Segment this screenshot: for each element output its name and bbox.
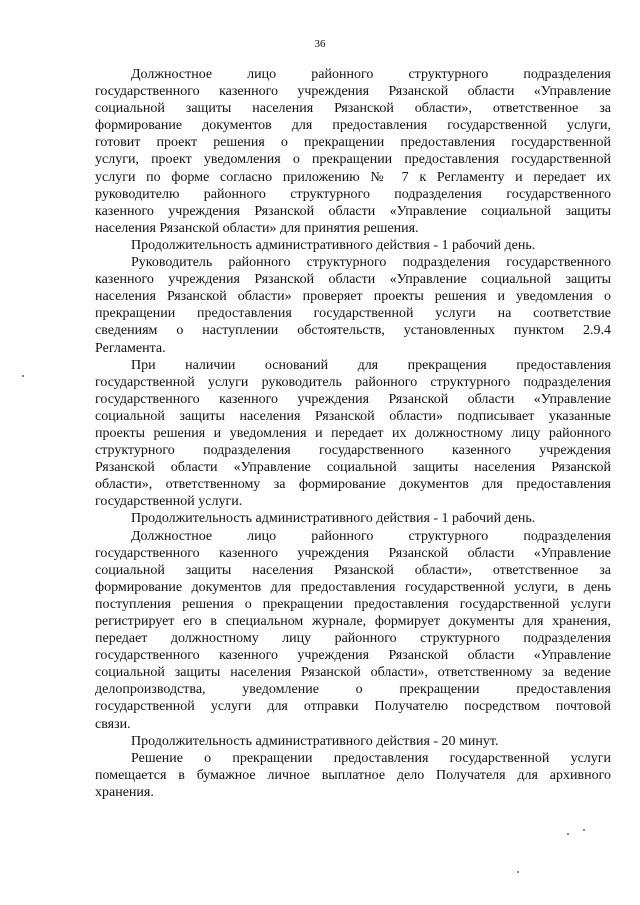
page-number: 36 [314,38,326,50]
paragraph-decision-archived [95,750,611,801]
text-line: государственного казенного учреждения Рязанской области «Управление [95,545,611,561]
text-line: населения Рязанской области» проверяет проекты решения и уведомления о [95,289,611,305]
text-line: населения Рязанской области» для принятия решения. [95,220,419,236]
text-line: государственной услуги. [95,494,243,510]
scan-speck [517,871,519,873]
text-line: хранения. [95,784,154,800]
text-line: передает должностному лицу районного структурного подразделения [95,631,611,647]
text-line: формирование документов для предоставления государственной услуги, в день [95,579,611,595]
text-line: Должностное лицо районного структурного подразделения [131,528,611,544]
text-line: Продолжительность административного действия - 20 минут. [131,733,499,749]
text-line: структурного подразделения государственного казенного учреждения [95,443,611,459]
text-line: услуги по форме согласно приложению № 7 к Регламенту и передает их [95,169,611,185]
scan-speck [567,833,569,835]
paragraph-duration-20-min [95,733,611,750]
text-line: области», ответственному за формирование документов для предоставления [95,477,611,493]
text-line: регистрирует его в специальном журнале, формирует документы для хранения, [95,614,611,629]
text-line: Рязанской области «Управление социальной защиты населения Рязанской [95,460,611,476]
text-line: готовит проект решения о прекращении предоставления государственной [95,135,611,151]
paragraph-official-registers-decision [95,528,611,733]
text-line: связи. [95,716,131,732]
text-line: формирование документов для предоставления государственной услуги, [95,118,611,134]
text-line: поступления решения о прекращении предоставления государственной услуги [95,596,611,612]
scan-speck [22,375,24,377]
text-line: При наличии оснований для прекращения предоставления [131,357,611,373]
paragraph-duration-1-day-b [95,510,611,527]
text-line: государственного казенного учреждения Рязанской области «Управление [95,648,611,664]
text-line: Решение о прекращении предоставления государственной услуги [131,750,611,766]
text-line: Продолжительность административного действия - 1 рабочий день. [131,237,536,253]
text-line: проекты решения и уведомления и передает их должностному лицу районного [95,425,611,441]
text-line: казенного учреждения Рязанской области «Управление социальной защиты [95,272,611,288]
text-line: государственной услуги для отправки Получателю посредством почтовой [95,699,611,715]
text-line: социальной защиты населения Рязанской области» подписывает указанные [95,408,611,424]
text-line: сведениям о наступлении обстоятельств, установленных пунктом 2.9.4 [95,323,611,339]
text-line: Продолжительность административного действия - 1 рабочий день. [131,511,536,527]
text-line: Регламента. [95,340,166,356]
text-line: казенного учреждения Рязанской области «Управление социальной защиты [95,203,611,219]
text-line: помещается в бумажное личное выплатное дело Получателя для архивного [95,767,611,783]
text-line: Должностное лицо районного структурного подразделения [131,67,611,82]
text-line: делопроизводства, уведомление о прекращении предоставления [95,682,611,698]
scan-speck [583,829,585,831]
paragraph-duration-1-day-a [95,237,611,254]
paragraph-head-checks-drafts [95,254,611,357]
document-body [95,66,611,801]
text-line: Руководитель районного структурного подразделения государственного [131,255,611,271]
paragraph-head-signs-decision [95,357,611,511]
text-line: социальной защиты населения Рязанской области», ответственному за ведение [95,665,611,681]
text-line: услуги, проект уведомления о прекращении предоставления государственной [95,152,611,168]
text-line: социальной защиты населения Рязанской области», ответственное за [95,101,611,117]
text-line: государственного казенного учреждения Рязанской области «Управление [95,84,611,100]
text-line: социальной защиты населения Рязанской области», ответственное за [95,562,611,578]
text-line: прекращении предоставления государственной услуги на соответствие [95,306,611,322]
text-line: руководителю районного структурного подразделения государственного [95,186,611,202]
paragraph-official-prepares-drafts [95,66,611,237]
text-line: государственной услуги руководитель районного структурного подразделения [95,374,611,390]
text-line: государственного казенного учреждения Рязанской области «Управление [95,391,611,407]
